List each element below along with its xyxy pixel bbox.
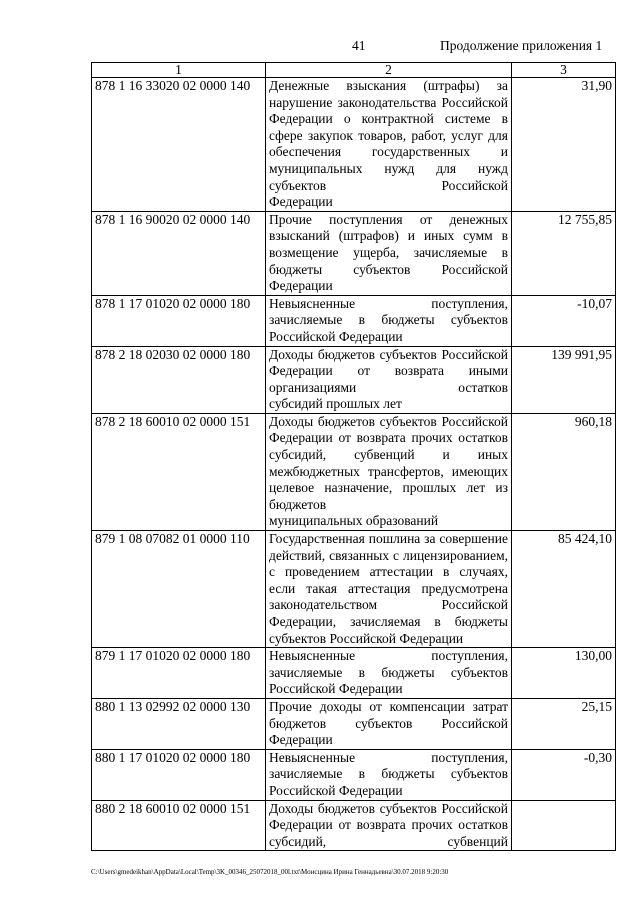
amount: -0,30	[512, 749, 616, 800]
file-path-footer: C:\Users\gmedeikhan\AppData\Local\Temp\3K_00346_25072018_00l.txt\Моисцина Ирина Геннадьевна\30.07.2018 9:20:30	[91, 868, 449, 876]
column-header-3: 3	[512, 63, 616, 78]
description-last-line: муниципальных образований	[269, 513, 439, 529]
table-row	[92, 531, 616, 648]
table-row	[92, 749, 616, 800]
description-text: Государственная пошлина за совершение действий, связанных с лицензированием, с проведением аттестации в случаях, если такая аттестация предусмотрена законодательством Российской Федерации, зачисляемая в бюджеты	[269, 531, 508, 629]
budget-code: 878 1 16 33020 02 0000 140	[92, 78, 266, 212]
table-row	[92, 648, 616, 699]
description-last-line: Российской Федерации	[269, 782, 403, 798]
description-last-line: Федерации	[269, 732, 333, 748]
budget-code: 880 1 17 01020 02 0000 180	[92, 749, 266, 800]
amount: 960,18	[512, 413, 616, 530]
column-number-row	[92, 63, 616, 78]
table-row	[92, 211, 616, 295]
table-row	[92, 800, 616, 851]
revenue-description	[266, 346, 512, 413]
table-row	[92, 78, 616, 212]
description-last-line: Федерации	[269, 278, 333, 294]
description-text: Прочие доходы от компенсации затрат бюджетов субъектов Российской	[269, 698, 508, 731]
description-text: Невыясненные поступления, зачисляемые в бюджеты субъектов	[269, 295, 508, 328]
revenue-description	[266, 531, 512, 648]
revenue-table	[91, 62, 616, 851]
table-row	[92, 295, 616, 346]
revenue-description	[266, 413, 512, 530]
budget-code: 878 1 16 90020 02 0000 140	[92, 211, 266, 295]
budget-code: 878 2 18 60010 02 0000 151	[92, 413, 266, 530]
revenue-description	[266, 648, 512, 699]
description-text: Невыясненные поступления, зачисляемые в бюджеты субъектов	[269, 648, 508, 680]
amount: -10,07	[512, 295, 616, 346]
description-last-line: Федерации	[269, 194, 333, 210]
continuation-label: Продолжение приложения 1	[440, 38, 603, 53]
revenue-description	[266, 211, 512, 295]
amount: 12 755,85	[512, 211, 616, 295]
revenue-description	[266, 800, 512, 851]
revenue-description	[266, 295, 512, 346]
amount: 130,00	[512, 648, 616, 699]
budget-code: 878 1 17 01020 02 0000 180	[92, 295, 266, 346]
amount: 85 424,10	[512, 531, 616, 648]
description-text: Доходы бюджетов субъектов Российской Федерации от возврата прочих остатков субсидий, субвенций и иных межбюджетных трансфертов, имеющих целевое назначение, прошлых лет из бюджетов	[269, 413, 508, 512]
description-text: Прочие поступления от денежных взысканий (штрафов) и иных сумм в возмещение ущерба, зачисляемые в бюджеты субъектов Российской	[269, 211, 508, 277]
description-text: Денежные взыскания (штрафы) за нарушение законодательства Российской Федерации о контрактной системе в сфере закупок товаров, работ, услуг для обеспечения государственных и муниципальных нужд для нужд субъектов Российской	[269, 78, 508, 193]
description-last-line: субъектов Российской Федерации	[269, 630, 464, 646]
description-last-line: субсидий прошлых лет	[269, 396, 402, 412]
amount	[512, 800, 616, 851]
description-last-line: Российской Федерации	[269, 681, 403, 697]
description-text: Доходы бюджетов субъектов Российской Федерации от возврата прочих остатков субсидий, субвенций	[269, 800, 508, 849]
table-row	[92, 698, 616, 749]
description-text: Доходы бюджетов субъектов Российской Федерации от возврата иными организациями остатков	[269, 346, 508, 395]
revenue-description	[266, 749, 512, 800]
budget-code: 880 1 13 02992 02 0000 130	[92, 698, 266, 749]
table-row	[92, 346, 616, 413]
column-header-2: 2	[266, 63, 512, 78]
description-last-line: Российской Федерации	[269, 328, 403, 344]
amount: 31,90	[512, 78, 616, 212]
budget-code: 879 1 17 01020 02 0000 180	[92, 648, 266, 699]
column-header-1: 1	[92, 63, 266, 78]
budget-code: 878 2 18 02030 02 0000 180	[92, 346, 266, 413]
table-row	[92, 413, 616, 530]
budget-code: 880 2 18 60010 02 0000 151	[92, 800, 266, 851]
page-number: 41	[352, 38, 366, 53]
amount: 139 991,95	[512, 346, 616, 413]
amount: 25,15	[512, 698, 616, 749]
revenue-description	[266, 698, 512, 749]
revenue-description	[266, 78, 512, 212]
budget-code: 879 1 08 07082 01 0000 110	[92, 531, 266, 648]
description-text: Невыясненные поступления, зачисляемые в бюджеты субъектов	[269, 749, 508, 782]
